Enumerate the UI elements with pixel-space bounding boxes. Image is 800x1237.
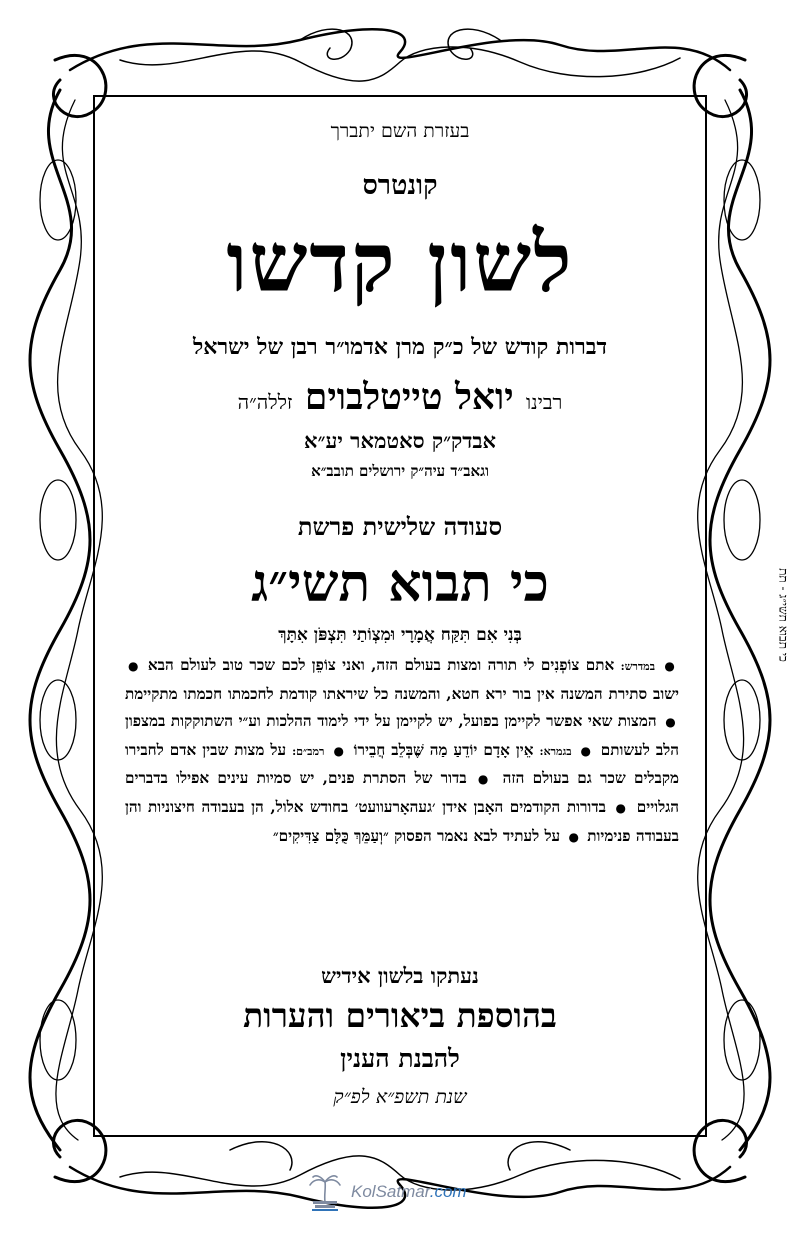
author-suffix: זללה״ה <box>237 390 293 414</box>
palm-tree-books-icon <box>305 1172 345 1212</box>
bullet: ● <box>665 715 676 730</box>
logo-name: KolSatmar <box>351 1182 430 1201</box>
summary-text: בדורות הקודמים האָבן אידן ׳געהאָרעוועט׳ בחודש אלול, הן בעבודה חיצוניות והן בעבודה פנימיות <box>125 797 679 845</box>
parsha-year-title: כי תבוא תשי״ג <box>251 553 549 614</box>
summary-text: בדור של הסתרת פנים, יש סמיות עינים אפילו בדברים הגלויים <box>125 769 679 816</box>
translated-note: נעתקו בלשון אידיש <box>321 963 479 988</box>
understanding-subtitle: להבנת הענין <box>340 1044 460 1073</box>
side-running-header <box>770 555 796 675</box>
author-subtitle: וגאב״ד עיה״ק ירושלים תובב״א <box>311 462 489 480</box>
logo-text <box>351 1182 467 1202</box>
verse-quote: בְּנִי אִם תִּקַּח אֲמָרָי וּמִצְוֹתַי תִּצְפֹּן אִתָּךְ <box>278 625 522 645</box>
bullet: ● <box>580 743 592 758</box>
source-label: במדרש: <box>620 660 656 673</box>
author-prefix: רבינו <box>526 390 563 414</box>
summary-text: המצות שאי אפשר לקיימן בפועל, יש לקיימן על ידי לימוד ההלכות וע״י השתוקקות במצפון הלב לעשותם <box>125 712 679 759</box>
author-description: דברות קודש של כ״ק מרן אדמו״ר רבן של ישראל <box>192 334 608 360</box>
author-name-line <box>0 376 800 418</box>
bullet: ● <box>333 743 345 758</box>
bullet: ● <box>615 800 628 815</box>
bullet: ● <box>568 829 579 844</box>
source-label: בגמרא: <box>539 744 572 758</box>
summary-text: ישוב סתירת המשנה אין בור ירא חטא, והמשנה כל שיראתו קודמת לחכמתו חכמתו מתקיימת <box>125 684 679 703</box>
summary-text: על מצות שבין אדם לחבירו מקבלים שכר גם בעולם הזה <box>125 740 679 788</box>
bullet: ● <box>664 659 676 673</box>
summary-paragraph <box>125 652 679 851</box>
additions-title: בהוספת ביאורים והערות <box>243 996 557 1035</box>
publish-year: שנת תשפ״א לפ״ק <box>333 1086 467 1108</box>
summary-text: אֵין אָדָם יוֹדֵעַ מַה שֶּׁבְּלֵב חֲבֵירוֹ <box>353 740 534 759</box>
logo-domain: .com <box>429 1182 467 1201</box>
side-note-text: כי תבוא תשי״ג - תת <box>776 568 791 662</box>
bullet: ● <box>477 772 492 787</box>
blessing-header: בעזרת השם יתברך <box>330 120 470 142</box>
author-title: אבדק״ק סאטמאר יע״א <box>304 428 496 453</box>
source-label: רמב״ם: <box>292 744 325 758</box>
kolsatmar-logo[interactable] <box>305 1172 505 1212</box>
closing-quote: ״וְעַמֵּךְ כֻּלָּם צַדִּיקִים״ <box>272 826 389 845</box>
bullet: ● <box>128 659 139 673</box>
main-title: לשון קדשו <box>226 215 574 311</box>
summary-text: אתם צוֹפְנִים לי תורה ומצות בעולם הזה, ואני צוֹפֵן לכם שכר טוב לעולם הבא <box>147 656 615 674</box>
author-name: יואל טייטלבוים <box>304 376 514 418</box>
summary-text: על לעתיד לבא נאמר הפסוק <box>394 826 561 845</box>
occasion-line: סעודה שלישית פרשת <box>297 512 503 541</box>
booklet-label: קונטרס <box>362 170 438 201</box>
